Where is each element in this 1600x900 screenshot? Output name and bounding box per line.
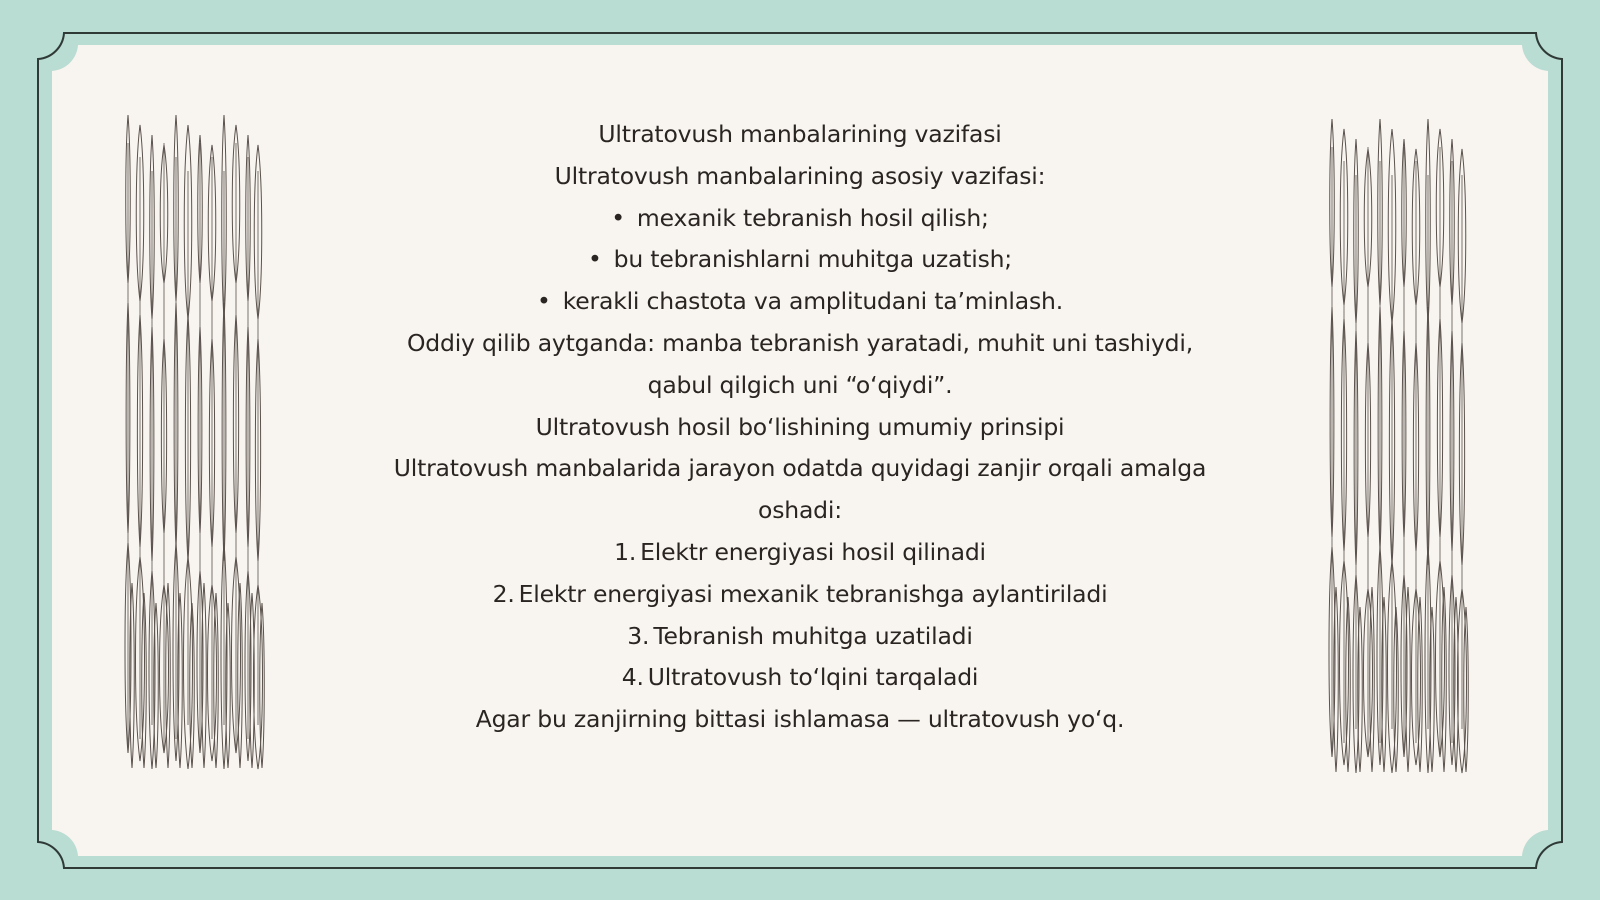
slide-text (330, 114, 1270, 741)
step-text: Elektr energiyasi hosil qilinadi (640, 537, 986, 566)
bullet-item: • bu tebranishlarni muhitga uzatish; (330, 239, 1270, 281)
step-item (330, 532, 1270, 574)
needle-stroke (154, 603, 159, 768)
summary-line: qabul qilgich uni “o‘qiydi”. (647, 370, 953, 399)
step-item (330, 574, 1270, 616)
section-intro-line: oshadi: (758, 496, 842, 525)
intro-text: Ultratovush manbalarining asosiy vazifasi: (554, 161, 1046, 190)
wave-needle-ornament-right (1322, 117, 1472, 787)
bullet-item: • mexanik tebranish hosil qilish; (330, 198, 1270, 240)
step-number: 1. (614, 537, 637, 566)
step-text: Elektr energiyasi mexanik tebranishga aylantiriladi (518, 579, 1108, 608)
needle-stroke (202, 583, 207, 768)
needle-stroke (1406, 587, 1411, 772)
step-text: Tebranish muhitga uzatiladi (653, 621, 973, 650)
wave-needle-ornament-left (118, 113, 268, 783)
section-title: Ultratovush hosil bo‘lishining umumiy prinsipi (535, 412, 1065, 441)
slide-title: Ultratovush manbalarining vazifasi (598, 120, 1002, 148)
step-text: Ultratovush to‘lqini tarqaladi (647, 663, 979, 692)
conclusion-text: Agar bu zanjirning bittasi ishlamasa — ultratovush yo‘q. (475, 705, 1125, 734)
step-number: 2. (492, 579, 515, 608)
step-number: 3. (627, 621, 650, 650)
summary-line: Oddiy qilib aytganda: manba tebranish yaratadi, muhit uni tashiydi, (407, 328, 1193, 357)
needle-stroke (1358, 607, 1363, 772)
section-intro-line: Ultratovush manbalarida jarayon odatda quyidagi zanjir orqali amalga (393, 454, 1207, 483)
step-number: 4. (621, 663, 644, 692)
step-item (330, 657, 1270, 699)
bullet-item: • kerakli chastota va amplitudani ta’minlash. (330, 281, 1270, 323)
step-item (330, 616, 1270, 658)
